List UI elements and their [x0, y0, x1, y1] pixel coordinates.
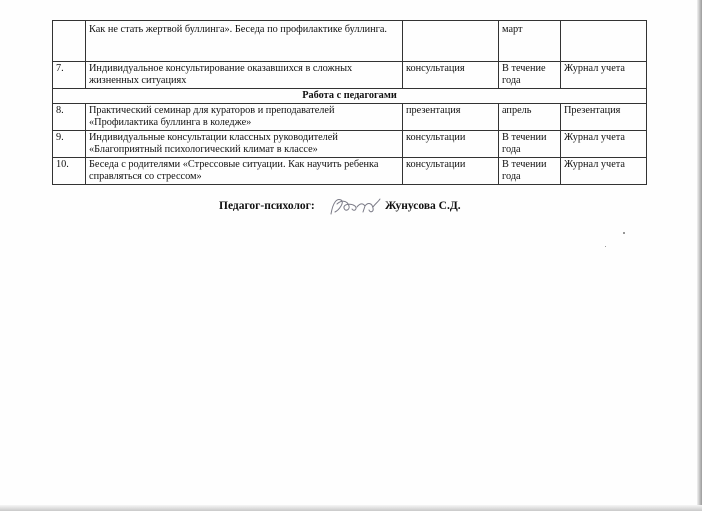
- row-number: 10.: [53, 158, 86, 185]
- event-form: консультации: [403, 158, 499, 185]
- row-number: [53, 21, 86, 62]
- table-row: [53, 62, 647, 89]
- table-row: [53, 158, 647, 185]
- signature-label: Педагог-психолог:: [219, 200, 315, 212]
- event-term: март: [499, 21, 561, 62]
- event-form: презентация: [403, 104, 499, 131]
- table-row: [53, 104, 647, 131]
- event-form: [403, 21, 499, 62]
- work-plan-table: [52, 20, 647, 185]
- handwritten-signature: [327, 194, 383, 220]
- row-number: 9.: [53, 131, 86, 158]
- section-title: Работа с педагогами: [53, 89, 647, 104]
- event-name: Индивидуальные консультации классных руководителей «Благоприятный психологический климат в классе»: [86, 131, 403, 158]
- event-name: Практический семинар для кураторов и преподавателей «Профилактика буллинга в коледже»: [86, 104, 403, 131]
- event-term: В течении года: [499, 131, 561, 158]
- row-number: 8.: [53, 104, 86, 131]
- event-form: консультация: [403, 62, 499, 89]
- table-row: [53, 131, 647, 158]
- event-form: консультации: [403, 131, 499, 158]
- event-name: Как не стать жертвой буллинга». Беседа по профилактике буллинга.: [86, 21, 403, 62]
- scan-speck: [605, 246, 606, 247]
- event-term: В течение года: [499, 62, 561, 89]
- event-term: В течении года: [499, 158, 561, 185]
- page-edge-shadow: [697, 0, 702, 511]
- row-number: 7.: [53, 62, 86, 89]
- event-term: апрель: [499, 104, 561, 131]
- page-bottom-shadow: [0, 505, 702, 511]
- scan-speck: [623, 232, 625, 234]
- event-result: Журнал учета: [561, 158, 647, 185]
- table-row: [53, 21, 647, 62]
- event-name: Беседа с родителями «Стрессовые ситуации. Как научить ребенка справляться со стрессом»: [86, 158, 403, 185]
- section-header-row: [53, 89, 647, 104]
- event-result: [561, 21, 647, 62]
- signatory-name: Жунусова С.Д.: [385, 200, 461, 212]
- event-result: Журнал учета: [561, 131, 647, 158]
- event-name: Индивидуальное консультирование оказавшихся в сложных жизненных ситуациях: [86, 62, 403, 89]
- event-result: Журнал учета: [561, 62, 647, 89]
- event-result: Презентация: [561, 104, 647, 131]
